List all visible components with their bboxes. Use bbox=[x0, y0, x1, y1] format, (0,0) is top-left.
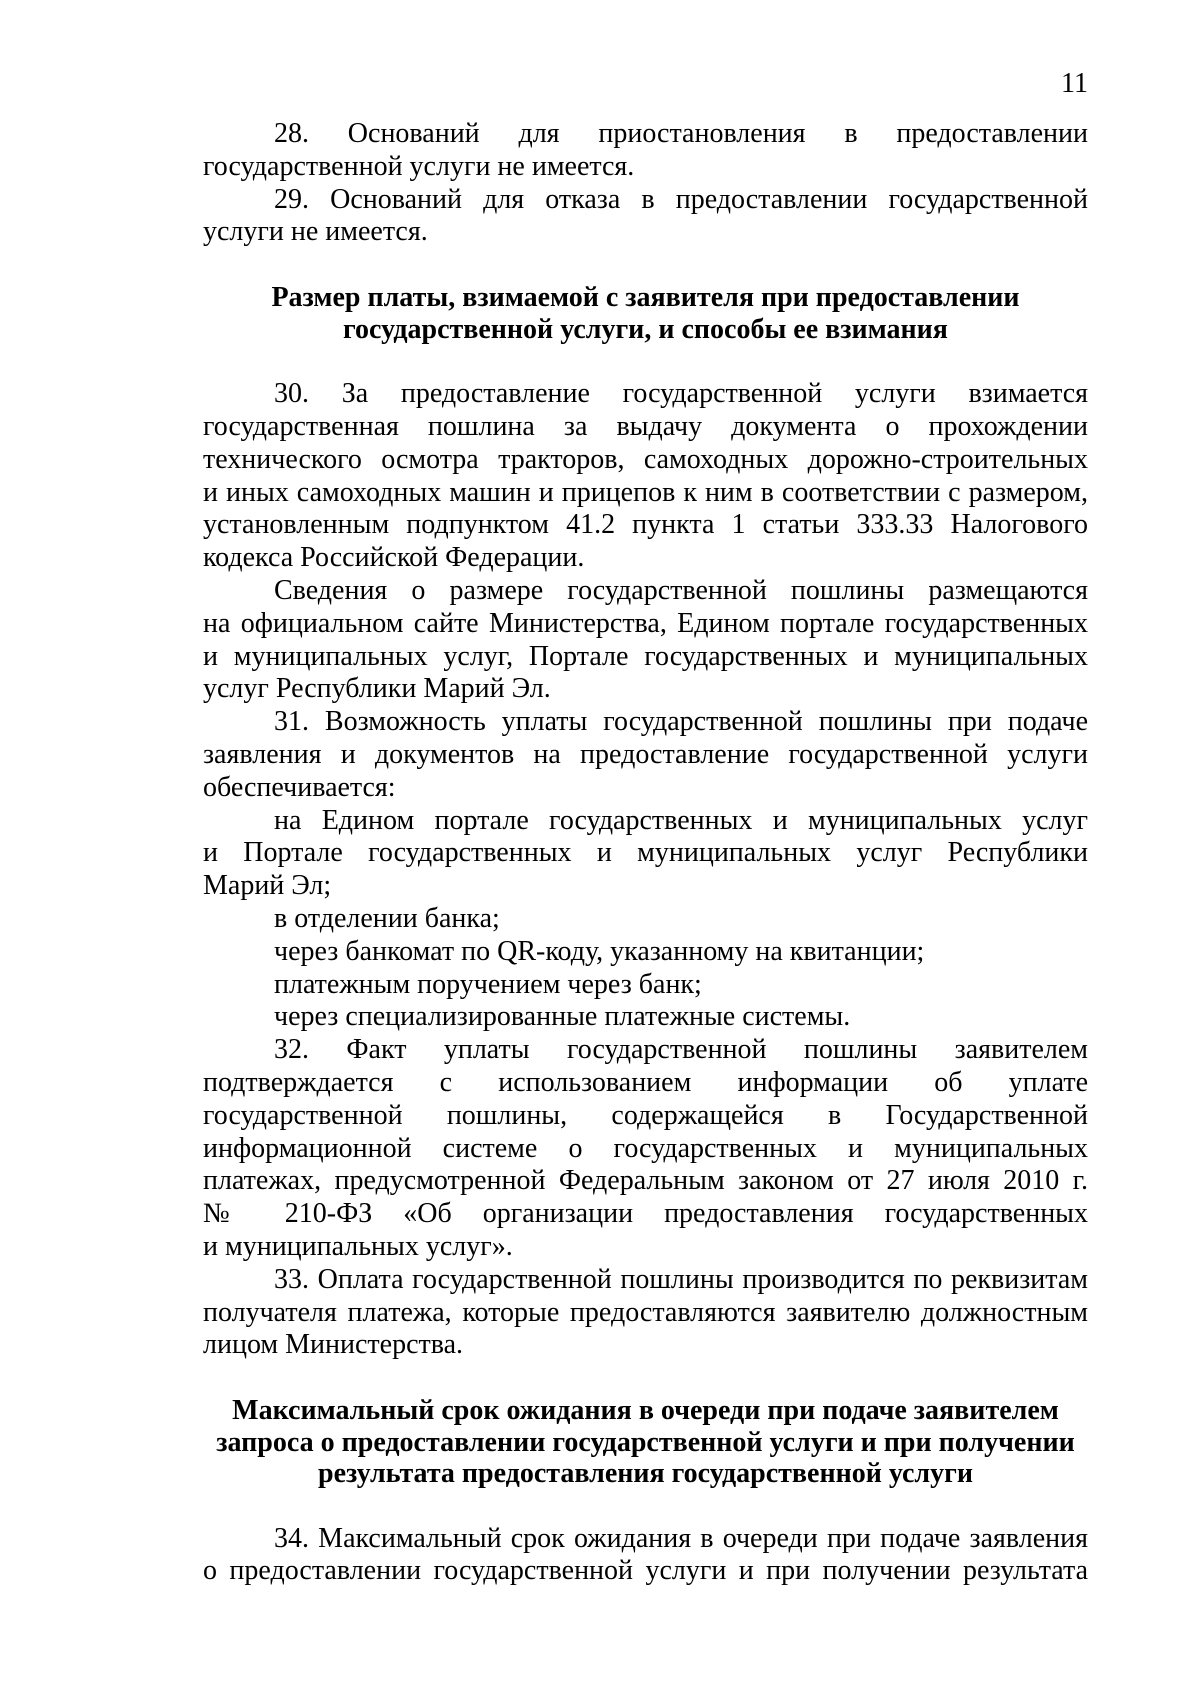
heading-line: Максимальный срок ожидания в очереди при подаче заявителем bbox=[232, 1395, 1059, 1427]
text-line: через специализированные платежные системы. bbox=[274, 1001, 851, 1033]
text-line: 30. За предоставление государственной услуги взимается bbox=[274, 378, 1088, 410]
heading-line: результата предоставления государственной услуги bbox=[318, 1458, 973, 1490]
text-line: 31. Возможность уплаты государственной пошлины при подаче bbox=[274, 706, 1088, 738]
paragraph-31 bbox=[203, 706, 1088, 804]
paragraph-31-bank bbox=[203, 903, 1088, 936]
text-line: Сведения о размере государственной пошлины размещаются bbox=[274, 574, 1088, 606]
text-line: 29. Оснований для отказа в предоставлении государственной bbox=[274, 183, 1088, 215]
text-line: подтверждается с использованием информации об уплате bbox=[203, 1066, 1088, 1098]
text-line: заявления и документов на предоставление государственной услуги bbox=[203, 738, 1088, 770]
text-line: и муниципальных услуг». bbox=[203, 1230, 513, 1262]
paragraph-30-info bbox=[203, 575, 1088, 706]
text-line: и Портале государственных и муниципальных услуг Республики bbox=[203, 837, 1088, 869]
text-line: и муниципальных услуг, Портале государственных и муниципальных bbox=[203, 640, 1088, 672]
text-line: о предоставлении государственной услуги и при получении результата bbox=[203, 1555, 1088, 1587]
text-line: и иных самоходных машин и прицепов к ним в соответствии с размером, bbox=[203, 476, 1088, 508]
text-line: № 210-ФЗ «Об организации предоставления государственных bbox=[203, 1198, 1088, 1230]
text-line: платежах, предусмотренной Федеральным законом от 27 июля 2010 г. bbox=[203, 1165, 1088, 1197]
paragraph-34 bbox=[203, 1523, 1088, 1589]
text-line: 28. Оснований для приостановления в предоставлении bbox=[274, 118, 1088, 149]
text-line: 32. Факт уплаты государственной пошлины заявителем bbox=[274, 1034, 1088, 1066]
text-line: лицом Министерства. bbox=[203, 1329, 464, 1361]
heading-line: запроса о предоставлении государственной услуги и при получении bbox=[216, 1426, 1075, 1458]
paragraph-31-order bbox=[203, 969, 1088, 1002]
paragraph-31-systems bbox=[203, 1001, 1088, 1034]
page-number: 11 bbox=[1061, 68, 1088, 99]
text-line: государственная пошлина за выдачу документа о прохождении bbox=[203, 410, 1088, 442]
text-line: 33. Оплата государственной пошлины производится по реквизитам bbox=[274, 1263, 1088, 1295]
text-line: Марий Эл; bbox=[203, 870, 332, 902]
text-line: получателя платежа, которые предоставляются заявителю должностным bbox=[203, 1296, 1088, 1328]
text-line: технического осмотра тракторов, самоходных дорожно-строительных bbox=[203, 443, 1088, 475]
document-body bbox=[203, 118, 1088, 1588]
paragraph-28 bbox=[203, 118, 1088, 184]
text-line: услуги не имеется. bbox=[203, 216, 428, 248]
section-heading-queue bbox=[203, 1395, 1088, 1490]
text-line: на официальном сайте Министерства, Едином портале государственных bbox=[203, 607, 1088, 639]
text-line: государственной пошлины, содержащейся в Государственной bbox=[203, 1099, 1088, 1131]
paragraph-30 bbox=[203, 378, 1088, 575]
paragraph-29 bbox=[203, 184, 1088, 250]
heading-line: государственной услуги, и способы ее взимания bbox=[343, 313, 948, 345]
paragraph-31-atm bbox=[203, 936, 1088, 969]
text-line: информационной системе о государственных и муниципальных bbox=[203, 1132, 1088, 1164]
text-line: 34. Максимальный срок ожидания в очереди при подаче заявления bbox=[274, 1522, 1088, 1554]
text-line: установленным подпунктом 41.2 пункта 1 статьи 333.33 Налогового bbox=[203, 509, 1088, 541]
paragraph-31-portal bbox=[203, 805, 1088, 903]
section-heading-fee bbox=[203, 282, 1088, 345]
text-line: услуг Республики Марий Эл. bbox=[203, 673, 551, 705]
text-line: через банкомат по QR-коду, указанному на квитанции; bbox=[274, 935, 925, 967]
text-line: кодекса Российской Федерации. bbox=[203, 542, 585, 574]
text-line: обеспечивается: bbox=[203, 771, 396, 803]
text-line: на Едином портале государственных и муниципальных услуг bbox=[274, 804, 1088, 836]
heading-line: Размер платы, взимаемой с заявителя при предоставлении bbox=[271, 282, 1020, 314]
paragraph-32 bbox=[203, 1034, 1088, 1264]
text-line: платежным поручением через банк; bbox=[274, 968, 702, 1000]
paragraph-33 bbox=[203, 1264, 1088, 1362]
text-line: в отделении банка; bbox=[274, 902, 500, 934]
text-line: государственной услуги не имеется. bbox=[203, 150, 635, 182]
